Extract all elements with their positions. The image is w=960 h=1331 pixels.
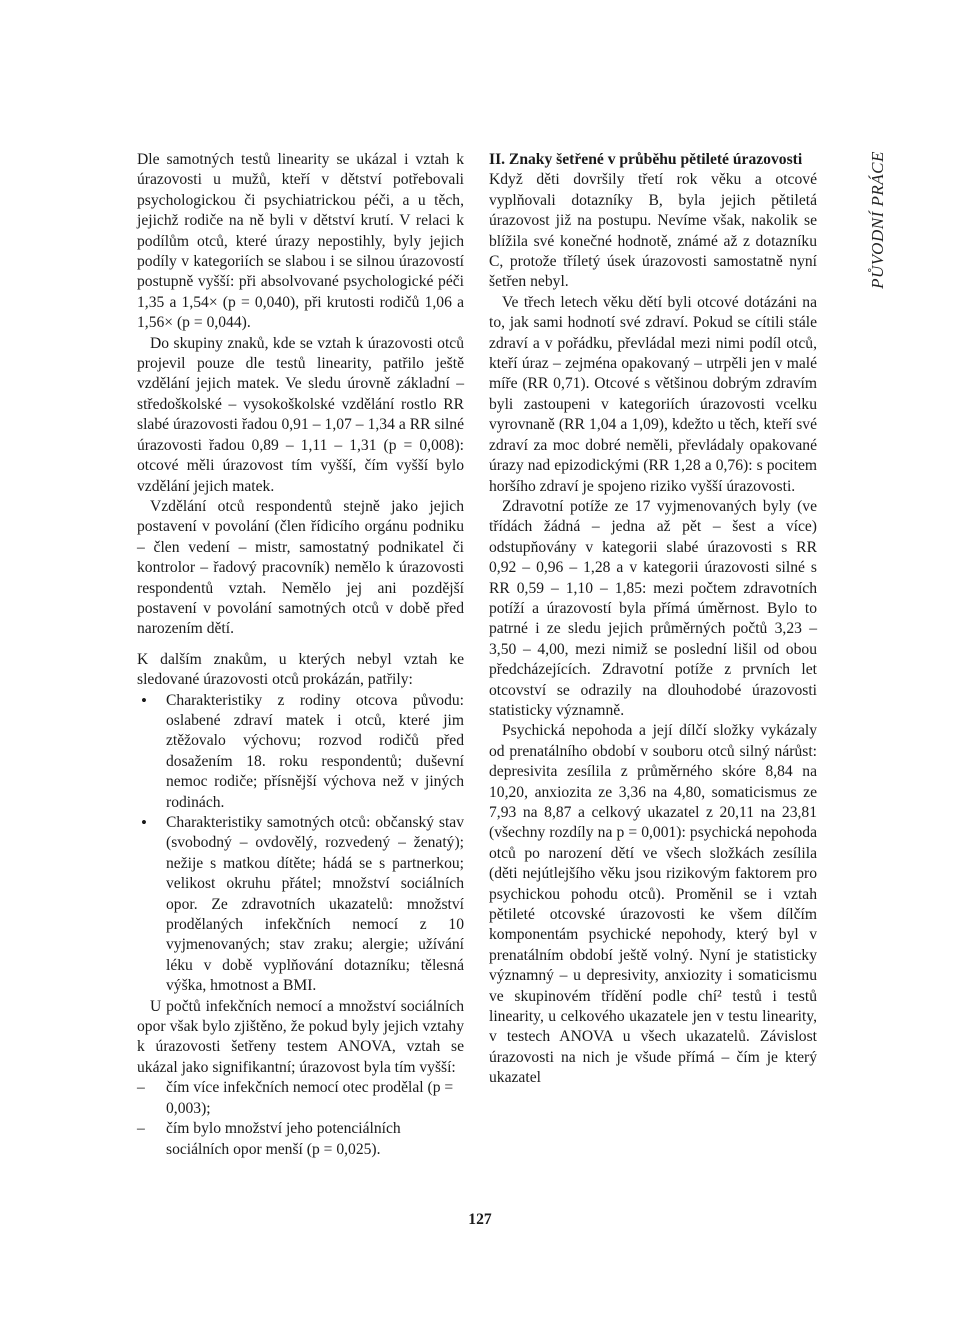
paragraph: K dalším znakům, u kterých nebyl vztah ke sledované úrazovosti otců prokázán, patřily: <box>137 650 464 689</box>
paragraph: Psychická nepohoda a její dílčí složky vykázaly od prenatálního období v souboru otců silný nárůst: depresivita zesílila z průměrného skóre 8,84 na 10,20, anxiozita ze 3,36 na 4,80, somaticismus ze 7,93 na 8,87 a celkový ukazatel z 20,11 na 23,81 (všechny rozdíly na p = 0,001): psychická nepohoda otců po narození dětí ve všech složkách zesílila (děti nejútlejšího věku jsou rizikovým faktorem pro psychickou pohodu otců). Proměnil se i vztah pětileté otcovské úrazovosti ke všem dílčím komponentám psychické nepohody, který byl v prenatálním období ještě volný. Nyní je statisticky významný – u depresivity, anxiozity i somaticismu ve skupinovém třídění podle chí² testů i testů linearity, u celkového ukazatele jen v testu linearity, v testech ANOVA u všech ukazatelů. Závislost úrazovosti na nich je všude přímá – čím je který ukazatel <box>489 722 817 1087</box>
dash-list <box>137 1078 464 1160</box>
dash-item: – čím více infekčních nemocí otec prodělal (p = 0,003); <box>137 1078 464 1119</box>
page-number: 127 <box>468 1211 492 1228</box>
bullet-list <box>137 691 464 997</box>
section-heading: II. Znaky šetřené v průběhu pětileté úrazovosti <box>489 151 803 168</box>
paragraph: Když děti dovršily třetí rok věku a otcové vyplňovali dotazníky B, byla jejich pětiletá úrazovost již na postupu. Nevíme však, nakolik se blížila své konečné hodnotě, známé až z dotazníku C, protože tříletý úsek úrazovosti samostatně nyní šetřen nebyl. <box>489 171 817 291</box>
paragraph: Dle samotných testů linearity se ukázal i vztah k úrazovosti u mužů, kteří v dětství potřebovali psychologickou či psychiatrickou péči, a u těch, jejichž rodiče na ně byli v dětství krutí. V relaci k podílům otců, které úrazy nepostihly, byly jejich podíly v kategoriích se slabou i se silnou úrazovostí postupně vyšší: při absolvované psychologické péči 1,35 a 1,54× (p = 0,040), při krutosti rodičů 1,06 a 1,56× (p = 0,044). <box>137 151 464 332</box>
right-column <box>489 150 817 1089</box>
paragraph: Ve třech letech věku dětí byli otcové dotázáni na to, jak sami hodnotí své zdraví. Pokud se cítili stále zdraví a v pořádku, převládal mezi nimi podíl otců, kteří úraz – zejména opakovaný – utrpěli jen v malé míře (RR 0,71). Otcové s většinou dobrým zdravím byli zastoupeni v kategoriích úrazovosti vcelku vyrovnaně (RR 1,04 a 1,09), kdežto u těch, kteří své zdraví za moc dobré neměli, převládaly opakované úrazy nad epizodickými (RR 1,28 a 0,76): s pocitem horšího zdraví je spojeno riziko vyšší úrazovosti. <box>489 293 817 495</box>
paragraph: Do skupiny znaků, kde se vztah k úrazovosti otců projevil pouze dle testů linearity, patřilo ještě vzdělání jejich matek. Ve sledu úrovně základní – středoškolské – vysokoškolské vzdělání rostlo RR slabé úrazovosti řadou 0,91 – 1,07 – 1,34 a RR silné úrazovosti řadou 0,89 – 1,11 – 1,31 (p = 0,008): otcové měli úrazovost tím vyšší, čím vyšší bylo vzdělání jejich matek. <box>137 334 464 495</box>
bullet-item: • Charakteristiky samotných otců: občanský stav (svobodný – ovdovělý, rozvedený – ženatý); nežije s matkou dítěte; hádá se s partnerkou; velikost okruhu přátel; množství sociálních opor. Ze zdravotních ukazatelů: množství prodělaných infekčních nemocí z 10 vyjmenovaných; stav zraku; alergie; užívání léku v době vyplňování dotazníku; tělesná výška, hmotnost a BMI. <box>137 813 464 997</box>
dash-item: – čím bylo množství jeho potenciálních sociálních opor menší (p = 0,025). <box>137 1119 464 1160</box>
paragraph: Zdravotní potíže ze 17 vyjmenovaných byly (ve třídách žádná – jedna až pět – šest a více) odstupňovány v kategorii slabé úrazovosti s RR 0,92 – 0,96 – 1,28 a v kategorii úrazovosti silné s RR 0,59 – 1,10 – 1,85: mezi počtem zdravotních potíží a úrazovostí byla přímá úměrnost. Bylo to patrné i ze sledu jejich průměrných počtů 3,23 – 3,50 – 4,00, mezi nimiž se poslední lišil od obou předcházejících. Zdravotní potíže z prvních let otcovství se odrazily na dlouhodobé úrazovosti statisticky významně. <box>489 497 817 719</box>
left-column <box>137 150 464 1160</box>
bullet-item: • Charakteristiky z rodiny otcova původu: oslabené zdraví matek i otců, které jim ztěžovalo výchovu; rozvod rodičů před dosažením 18. roku respondentů; duševní nemoc rodiče; přísnější výchova než v jiných rodinách. <box>137 691 464 813</box>
section-side-label <box>858 150 898 290</box>
paragraph: Vzdělání otců respondentů stejně jako jejich postavení v povolání (člen řídicího orgánu podniku – člen vedení – mistr, samostatný podnikatel či kontrolor – řadový pracovník) nemělo k úrazovosti respondentů vztah. Nemělo jej ani pozdější postavení v povolání samotných otců v době před narozením dětí. <box>137 497 464 638</box>
paragraph: U počtů infekčních nemocí a množství sociálních opor však bylo zjištěno, že pokud byly jejich vztahy k úrazovosti šetřeny testem ANOVA, vztah se ukázal jako signifikantní; úrazovost byla tím vyšší: <box>137 997 464 1076</box>
side-label-text: PŮVODNÍ PRÁCE <box>868 151 887 289</box>
